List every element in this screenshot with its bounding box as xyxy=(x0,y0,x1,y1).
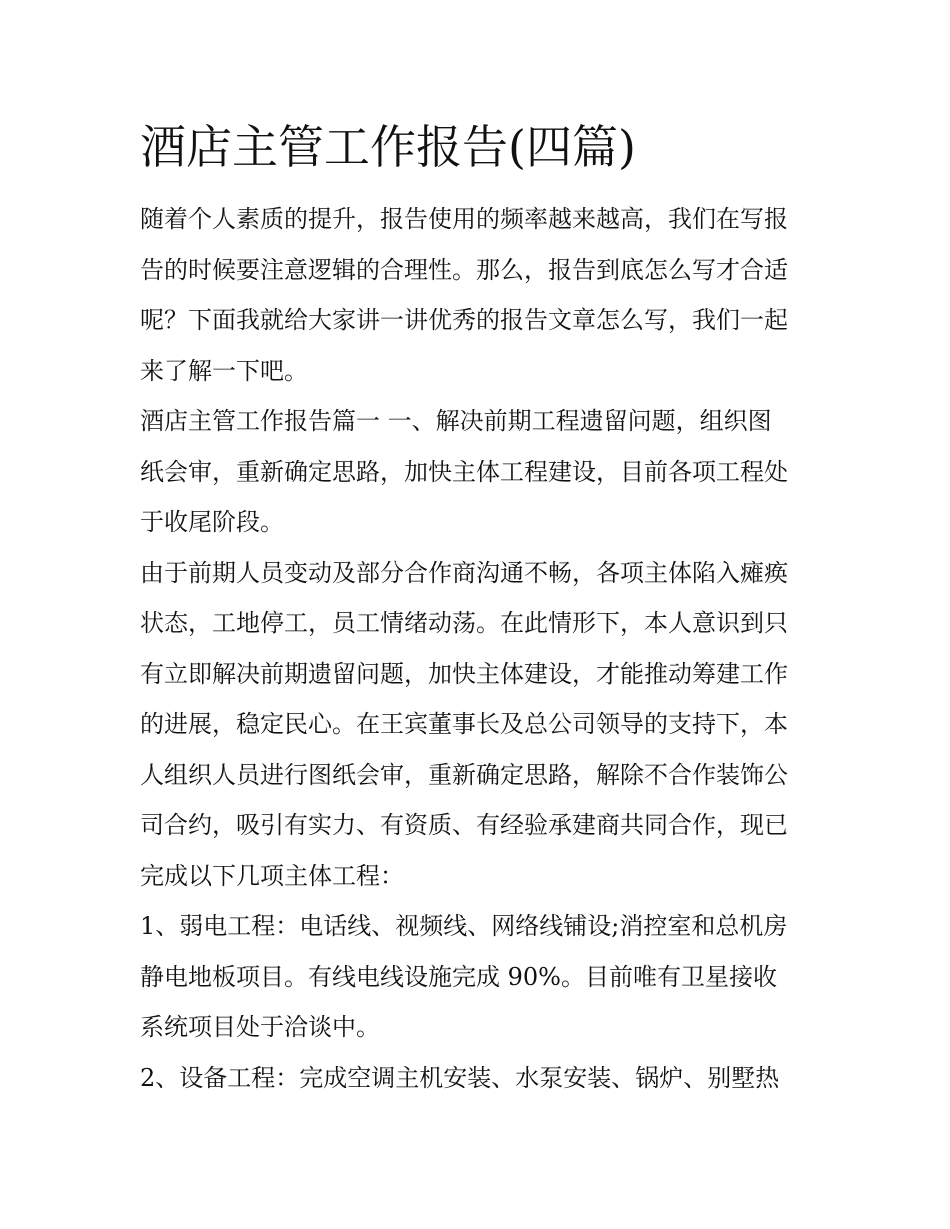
text-line: 有立即解决前期遗留问题，加快主体建设，才能推动筹建工作 xyxy=(140,659,788,688)
text-line: 纸会审，重新确定思路，加快主体工程建设，目前各项工程处 xyxy=(140,457,788,486)
text-line: 来了解一下吧。 xyxy=(140,356,308,385)
text-line: 由于前期人员变动及部分合作商沟通不畅，各项主体陷入瘫痪 xyxy=(140,558,788,587)
text-line: 随着个人素质的提升，报告使用的频率越来越高，我们在写报 xyxy=(140,205,788,233)
text-line: 告的时候要注意逻辑的合理性。那么，报告到底怎么写才合适 xyxy=(140,255,788,284)
paragraph-item-2 xyxy=(140,1053,820,1104)
text-line: 1、弱电工程：电话线、视频线、网络线铺设;消控室和总机房 xyxy=(140,912,788,940)
paragraph-intro xyxy=(140,194,820,396)
text-line: 于收尾阶段。 xyxy=(140,508,284,536)
document-title: 酒店主管工作报告(四篇) xyxy=(140,120,636,174)
text-line: 状态，工地停工，员工情绪动荡。在此情形下，本人意识到只 xyxy=(140,609,788,637)
text-line: 酒店主管工作报告篇一 一、解决前期工程遗留问题，组织图 xyxy=(140,407,772,435)
text-line: 系统项目处于洽谈中。 xyxy=(140,1013,380,1041)
document-page xyxy=(140,108,820,1103)
text-line: 静电地板项目。有线电线设施完成 90%。目前唯有卫星接收 xyxy=(140,962,777,991)
text-line: 2、设备工程：完成空调主机安装、水泵安装、锅炉、别墅热 xyxy=(140,1063,780,1092)
text-line: 呢？下面我就给大家讲一讲优秀的报告文章怎么写，我们一起 xyxy=(140,306,788,334)
text-line: 完成以下几项主体工程： xyxy=(140,861,404,890)
text-line: 司合约，吸引有实力、有资质、有经验承建商共同合作，现已 xyxy=(140,811,788,839)
text-line: 人组织人员进行图纸会审，重新确定思路，解除不合作装饰公 xyxy=(140,760,788,789)
paragraph-item-1 xyxy=(140,901,820,1053)
paragraph-section-one xyxy=(140,396,820,548)
paragraph-background xyxy=(140,548,820,902)
text-line: 的进展，稳定民心。在王宾董事长及总公司领导的支持下，本 xyxy=(140,710,788,738)
